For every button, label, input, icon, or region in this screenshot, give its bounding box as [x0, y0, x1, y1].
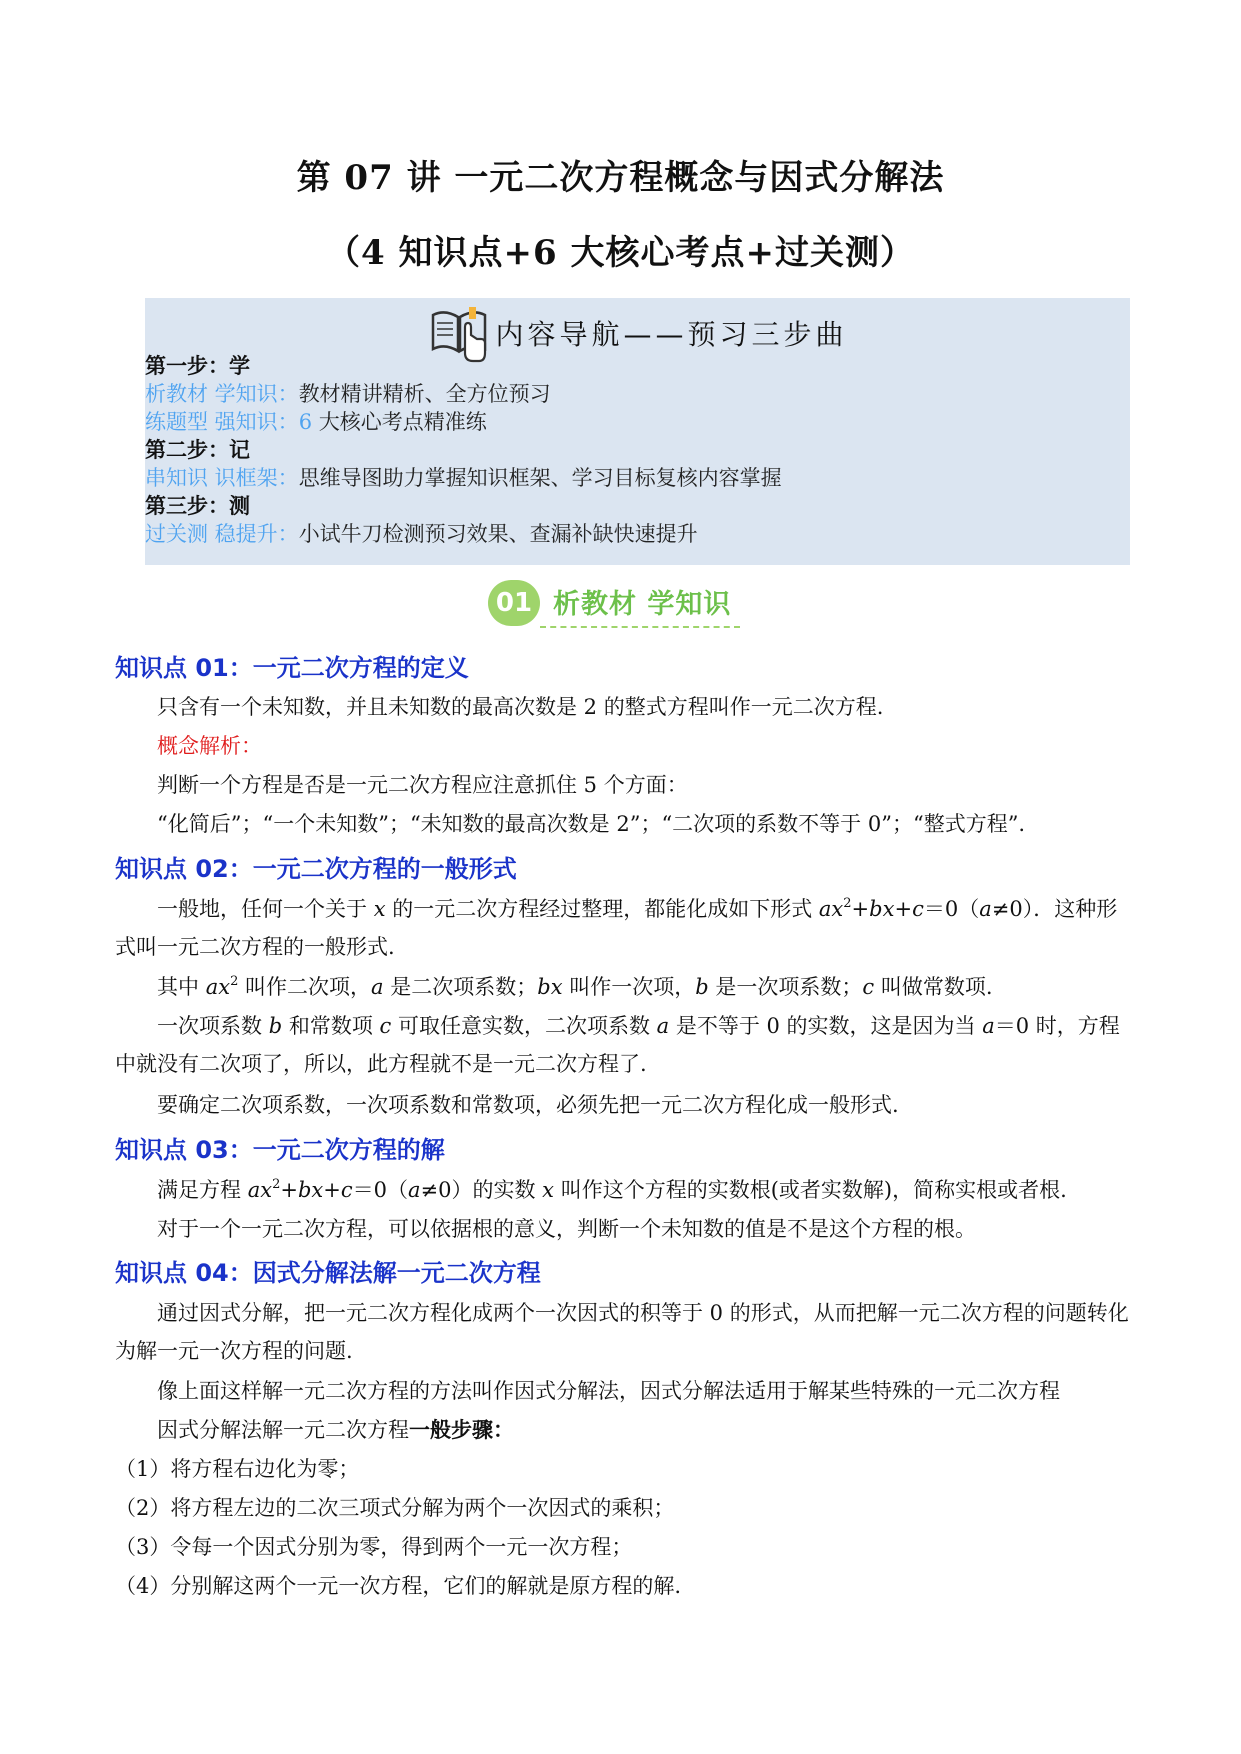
section-number-badge: 01 [488, 580, 540, 626]
nav-item-2-num: 6 [298, 410, 313, 434]
kp4-para-2: 像上面这样解一元二次方程的方法叫作因式分解法，因式分解法适用于解某些特殊的一元二次方程 [157, 1379, 1060, 1403]
kp3-para-2: 对于一个一元二次方程，可以依据根的意义，判断一个未知数的值是不是这个方程的根。 [157, 1217, 976, 1241]
nav-item-4-desc: 小试牛刀检测预习效果、查漏补缺快速提升 [298, 522, 698, 546]
section-underline [540, 626, 740, 628]
content-navigation-box [145, 298, 1130, 565]
kp2-para-3: 一次项系数 b 和常数项 c 可取任意实数，二次项系数 a 是不等于 0 的实数，这是因为当 a＝0 时，方程中就没有二次项了，所以，此方程就不是一元二次方程了. [115, 1014, 1120, 1076]
kp2-para-1: 一般地，任何一个关于 x 的一元二次方程经过整理，都能化成如下形式 $ax^2+bx+c=0(a\ne 0)$．这种形式叫一元二次方程的一般形式. [115, 896, 1118, 959]
nav-item-4 [145, 520, 698, 548]
section-title: 析教材 学知识 [553, 589, 732, 620]
section-banner [480, 576, 780, 632]
page-title: 第 07 讲 一元二次方程概念与因式分解法 [296, 158, 945, 198]
kp4-heading: 知识点 04：因式分解法解一元二次方程 [115, 1259, 541, 1287]
nav-item-2-desc: 大核心考点精准练 [312, 410, 487, 434]
kp1-para-3: “化简后”；“一个未知数”；“未知数的最高次数是 2”；“二次项的系数不等于 0”；“整式方程”. [157, 812, 1026, 836]
nav-item-1-label: 析教材 学知识： [145, 382, 299, 406]
page-subtitle: （4 知识点+6 大核心考点+过关测） [326, 233, 915, 273]
kp3-heading: 知识点 03：一元二次方程的解 [115, 1136, 445, 1164]
nav-item-2 [145, 408, 487, 436]
kp1-note-label: 概念解析： [157, 734, 262, 758]
step-2: 第二步：记 [145, 437, 250, 462]
nav-item-4-label: 过关测 稳提升： [145, 522, 299, 546]
kp2-heading: 知识点 02：一元二次方程的一般形式 [115, 855, 517, 883]
kp4-para-1: 通过因式分解，把一元二次方程化成两个一次因式的积等于 0 的形式，从而把解一元二次方程的问题转化为解一元一次方程的问题. [115, 1301, 1129, 1363]
kp1-heading: 知识点 01：一元二次方程的定义 [115, 654, 469, 682]
nav-item-2-label: 练题型 强知识： [145, 410, 299, 434]
book-pointer-icon [427, 301, 491, 365]
step-3: 第三步：测 [145, 493, 250, 518]
nav-item-1-desc: 教材精讲精析、全方位预习 [298, 382, 551, 406]
kp1-para-1: 只含有一个未知数，并且未知数的最高次数是 2 的整式方程叫作一元二次方程. [157, 695, 884, 719]
kp4-step-3: （3）令每一个因式分别为零，得到两个一元一次方程； [115, 1535, 633, 1559]
nav-item-3-desc: 思维导图助力掌握知识框架、学习目标复核内容掌握 [298, 466, 782, 490]
kp3-para-1: 满足方程 $ax^2+bx+c=0(a\ne 0)$的实数 x 叫作这个方程的实数根(或者实数解)，简称实根或者根. [157, 1177, 1067, 1202]
nav-item-1 [145, 380, 551, 408]
nav-item-3 [145, 464, 782, 492]
nav-heading: 内容导航——预习三步曲 [495, 318, 848, 351]
step-1: 第一步：学 [145, 353, 250, 378]
kp4-step-1: （1）将方程右边化为零； [115, 1457, 360, 1481]
kp4-step-2: （2）将方程左边的二次三项式分解为两个一次因式的乘积； [115, 1496, 675, 1520]
kp2-para-4: 要确定二次项系数，一次项系数和常数项，必须先把一元二次方程化成一般形式. [157, 1093, 899, 1117]
kp4-para-3: 因式分解法解一元二次方程一般步骤： [157, 1417, 514, 1442]
kp4-step-4: （4）分别解这两个一元一次方程，它们的解就是原方程的解. [115, 1574, 682, 1598]
nav-header [145, 298, 1130, 368]
kp2-para-2: 其中 $ax^2$ 叫作二次项，a 是二次项系数；bx 叫作一次项，b 是一次项系数；c 叫做常数项. [157, 974, 993, 999]
kp1-para-2: 判断一个方程是否是一元二次方程应注意抓住 5 个方面： [157, 773, 688, 797]
nav-item-3-label: 串知识 识框架： [145, 466, 299, 490]
